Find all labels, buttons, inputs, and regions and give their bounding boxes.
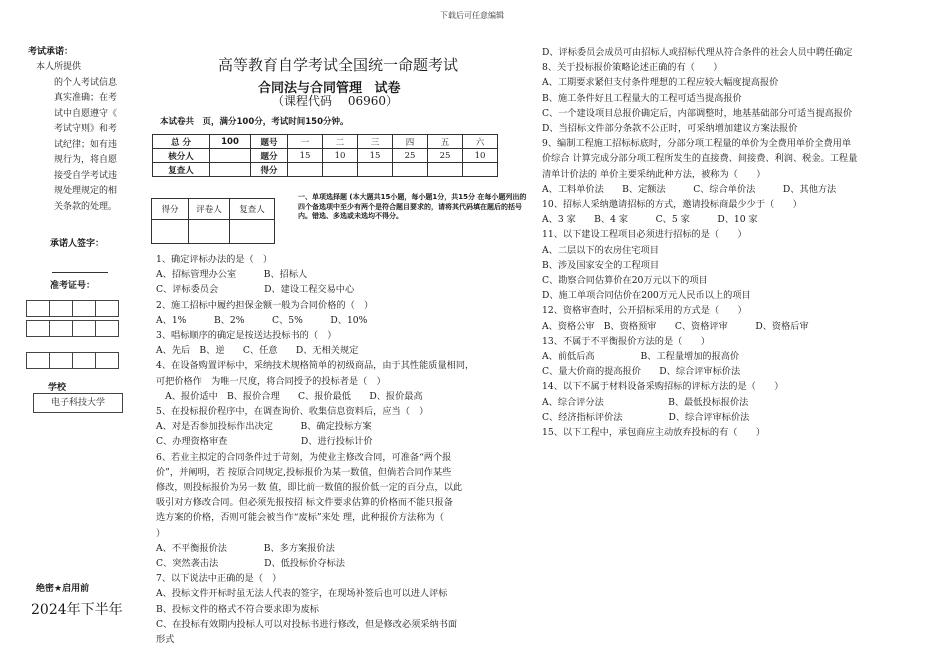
table-cell: 三 xyxy=(358,135,393,149)
paper-title: 合同法与合同管理 试卷 xyxy=(258,81,401,96)
question-line: 12、资格审查时，公开招标采用的方式是（ ） xyxy=(542,305,747,317)
question-line: A、报价适中 B、报价合理 C、报价最低 D、报价最高 xyxy=(156,390,423,402)
table-cell: 一 xyxy=(288,135,323,149)
table-cell: 复查人 xyxy=(230,199,275,220)
question-line: 13、不属于不平衡报价方法的是（ ） xyxy=(542,335,710,347)
question-line: A、二层以下的农房住宅项目 xyxy=(542,244,659,256)
question-line: 7、以下说法中正确的是（ ） xyxy=(156,573,282,585)
pledge-text xyxy=(28,60,138,215)
question-column-right xyxy=(542,45,942,440)
question-line: 9、编制工程施工招标标底时，分部分项工程量的单价为全费用单价全费用单 xyxy=(542,138,852,150)
question-line: 价综合 计算完成分部分项工程所发生的直接费、间接费、利润、税金。工程量 xyxy=(542,153,858,165)
editable-note: 下载后可任意编辑 xyxy=(440,11,504,20)
question-line: 清单计价法的 单价主要采纳此种方法，被称为（ ） xyxy=(542,168,766,180)
exam-number-label: 准考证号： xyxy=(50,281,96,291)
secret-label: 绝密★启用前 xyxy=(36,584,90,594)
table-cell[interactable] xyxy=(463,163,498,177)
table-cell: 得分 xyxy=(251,163,288,177)
table-cell[interactable] xyxy=(323,163,358,177)
school-label: 学校 xyxy=(48,383,67,393)
question-line: C、办理资格审查 D、进行投标计价 xyxy=(156,436,373,448)
table-cell[interactable] xyxy=(288,163,323,177)
pledge-line: 真实准确；在考 xyxy=(54,93,118,103)
course-code: （课程代码 06960） xyxy=(272,94,398,108)
question-line: A、不平衡报价法 B、多方案报价法 xyxy=(156,542,335,554)
question-line: 修改，则投标报价为另一数 值，即比前一数值的报价低一定的百分点，以此 xyxy=(156,482,463,494)
question-line: 价”，并阐明，若 按原合同规定,投标报价为某一数值，但倘若合同作某些 xyxy=(156,466,452,478)
grader-table xyxy=(151,198,275,244)
table-row xyxy=(153,163,498,177)
table-row xyxy=(152,199,275,220)
table-row xyxy=(153,135,498,149)
question-line: B、涉及国家安全的工程项目 xyxy=(542,259,660,271)
question-line: 6、若业主拟定的合同条件过于苛刻，为使业主修改合同，可准备“两个报 xyxy=(156,451,452,463)
table-cell[interactable] xyxy=(230,220,275,244)
exam-number-grid-row[interactable] xyxy=(26,320,119,337)
table-cell: 题分 xyxy=(251,149,288,163)
question-line: D、施工单项合同估价在200万元人民币以上的项目 xyxy=(542,290,751,302)
question-line: 形式 xyxy=(156,634,175,646)
question-line: B、施工条件好且工程量大的工程可适当提高报价 xyxy=(542,92,742,104)
question-line: ） xyxy=(156,527,166,539)
table-cell: 得分 xyxy=(152,199,189,220)
table-cell[interactable] xyxy=(189,220,230,244)
question-column-left xyxy=(156,252,532,647)
exam-number-grid-row[interactable] xyxy=(26,352,119,369)
table-cell: 10 xyxy=(463,149,498,163)
question-line: 3、唱标顺序的确定是按送达投标书的（ ） xyxy=(156,330,337,342)
pledge-line: 规处理规定的相 xyxy=(54,186,118,196)
signature-line[interactable] xyxy=(52,272,108,273)
pledge-line: 关条款的处理。 xyxy=(54,201,118,212)
table-cell: 评卷人 xyxy=(189,199,230,220)
table-cell: 复查人 xyxy=(153,163,210,177)
question-line: 5、在投标报价程序中，在调查询价、收集信息资料后，应当（ ） xyxy=(156,406,429,418)
question-line: 11、以下建设工程项目必须进行招标的是（ ） xyxy=(542,229,747,241)
pledge-section xyxy=(28,44,138,215)
question-line: B、投标文件的格式不符合要求即为废标 xyxy=(156,603,319,615)
exam-info: 本试卷共 页，满分100分，考试时间150分钟。 xyxy=(160,117,349,127)
pledge-line: 的个人考试信息 xyxy=(54,77,118,88)
question-line: C、量大价商的提高报价 D、综合评审标价法 xyxy=(542,366,741,378)
question-line: A、工期要求紧但支付条件理想的工程应较大幅度提高报价 xyxy=(542,77,779,89)
question-line: 15、以下工程中，承包商应主动放弃投标的有（ ） xyxy=(542,427,766,439)
pledge-line: 试中自愿遵守《 xyxy=(54,108,118,119)
question-line: A、投标文件开标时虽无法人代表的签字，在现场补签后也可以进人评标 xyxy=(156,588,448,600)
table-cell[interactable] xyxy=(428,163,463,177)
question-line: A、对是否参加投标作出决定 B、确定投标方案 xyxy=(156,421,372,433)
score-table xyxy=(152,134,498,177)
table-cell: 五 xyxy=(428,135,463,149)
table-cell[interactable] xyxy=(210,163,251,177)
question-line: 2、施工招标中履约担保金额一般为合同价格的（ ） xyxy=(156,299,374,311)
table-cell: 25 xyxy=(393,149,428,163)
table-cell: 二 xyxy=(323,135,358,149)
table-cell: 六 xyxy=(463,135,498,149)
table-row xyxy=(153,149,498,163)
signature-label: 承诺人签字： xyxy=(50,239,105,249)
question-line: C、突然袭击法 D、低投标价夺标法 xyxy=(156,558,345,570)
table-cell: 15 xyxy=(288,149,323,163)
table-cell: 核分人 xyxy=(153,149,210,163)
question-line: A、3 家 B、4 家 C、5 家 D、10 家 xyxy=(542,214,758,226)
question-line: 可把价格作 为唯一尺度，将合同授予的投标者是（ ） xyxy=(156,375,386,387)
table-cell: 四 xyxy=(393,135,428,149)
table-cell[interactable] xyxy=(152,220,189,244)
question-line: D、当招标文件部分条款不公正时，可采纳增加建议方案法报价 xyxy=(542,123,798,135)
question-line: A、资格公审 B、资格预审 C、资格评审 D、资格后审 xyxy=(542,320,809,332)
question-line: 10、招标人采纳邀请招标的方式，邀请投标商最少少于（ ） xyxy=(542,199,802,211)
question-line: A、综合评分法 B、最低投标报价法 xyxy=(542,396,749,408)
exam-number-grid-row[interactable] xyxy=(26,300,119,317)
pledge-line: 本人所提供 xyxy=(36,62,82,72)
table-cell: 题号 xyxy=(251,135,288,149)
table-cell[interactable] xyxy=(358,163,393,177)
question-line: C、在投标有效期内投标人可以对投标书进行修改，但是修改必须采纳书面 xyxy=(156,618,458,630)
pledge-line: 考试守则》和考 xyxy=(54,124,118,134)
pledge-line: 接受自学考试违 xyxy=(54,170,118,181)
table-row xyxy=(152,220,275,244)
pledge-title: 考试承诺： xyxy=(28,47,74,57)
table-cell: 15 xyxy=(358,149,393,163)
question-line: 吸引对方修改合同。但必须先报按招 标文件要求估算的价格而不能只报备 xyxy=(156,497,453,509)
table-cell: 100 xyxy=(210,135,251,149)
question-line: C、评标委员会 D、建设工程交易中心 xyxy=(156,284,355,296)
table-cell[interactable] xyxy=(210,149,251,163)
question-line: A、工料单价法 B、定额法 C、综合单价法 D、其他方法 xyxy=(542,183,837,195)
section-instructions: 一、单项选择题 (本大题共15小题，每小题1分，共15分 在每小题列出的四个备选项中至少有两个是符合题目要求的，请将其代码填在题后的括号内。错选、多选或未选均不得分。 xyxy=(298,193,527,220)
question-line: C、经济指标评价法 D、综合评审标价法 xyxy=(542,411,750,423)
question-line: A、1% B、2% C、5% D、10% xyxy=(156,314,368,326)
question-line: 4、在设备购置评标中，采纳技术规格简单的初级商品，由于其性能质量相同， xyxy=(156,360,475,372)
question-line: C、一个建设项目总报价确定后，内部调整时，地基基础部分可适当提高报价 xyxy=(542,107,853,119)
table-cell: 25 xyxy=(428,149,463,163)
question-line: 14、以下不属于材料设备采购招标的评标方法的是（ ） xyxy=(542,381,784,393)
question-line: A、先后 B、逆 C、任意 D、无相关规定 xyxy=(156,345,359,357)
exam-title: 高等教育自学考试全国统一命题考试 xyxy=(218,56,459,74)
pledge-line: 试纪律；如有违 xyxy=(54,139,118,150)
question-line: 8、关于投标报价策略论述正确的有（ ） xyxy=(542,62,723,74)
question-line: A、前低后高 B、工程量增加的报高价 xyxy=(542,351,740,363)
question-line: 选方案的价格，否则可能会被当作“废标”来处 理，此种报价方法称为（ xyxy=(156,512,444,524)
question-line: 1、确定评标办法的是（ ） xyxy=(156,254,273,265)
table-cell: 10 xyxy=(323,149,358,163)
table-cell: 总 分 xyxy=(153,135,210,149)
question-line: A、招标管理办公室 B、招标人 xyxy=(156,269,308,281)
school-name-box: 电子科技大学 xyxy=(33,393,123,413)
question-line: C、勘察合同估算价在20万元以下的项目 xyxy=(542,275,708,287)
question-line: D、评标委员会成员可由招标人或招标代理从符合条件的社会人员中聘任确定 xyxy=(542,47,853,58)
pledge-line: 规行为，将自愿 xyxy=(54,155,118,165)
semester-label: 2024年下半年 xyxy=(31,602,123,618)
table-cell[interactable] xyxy=(393,163,428,177)
